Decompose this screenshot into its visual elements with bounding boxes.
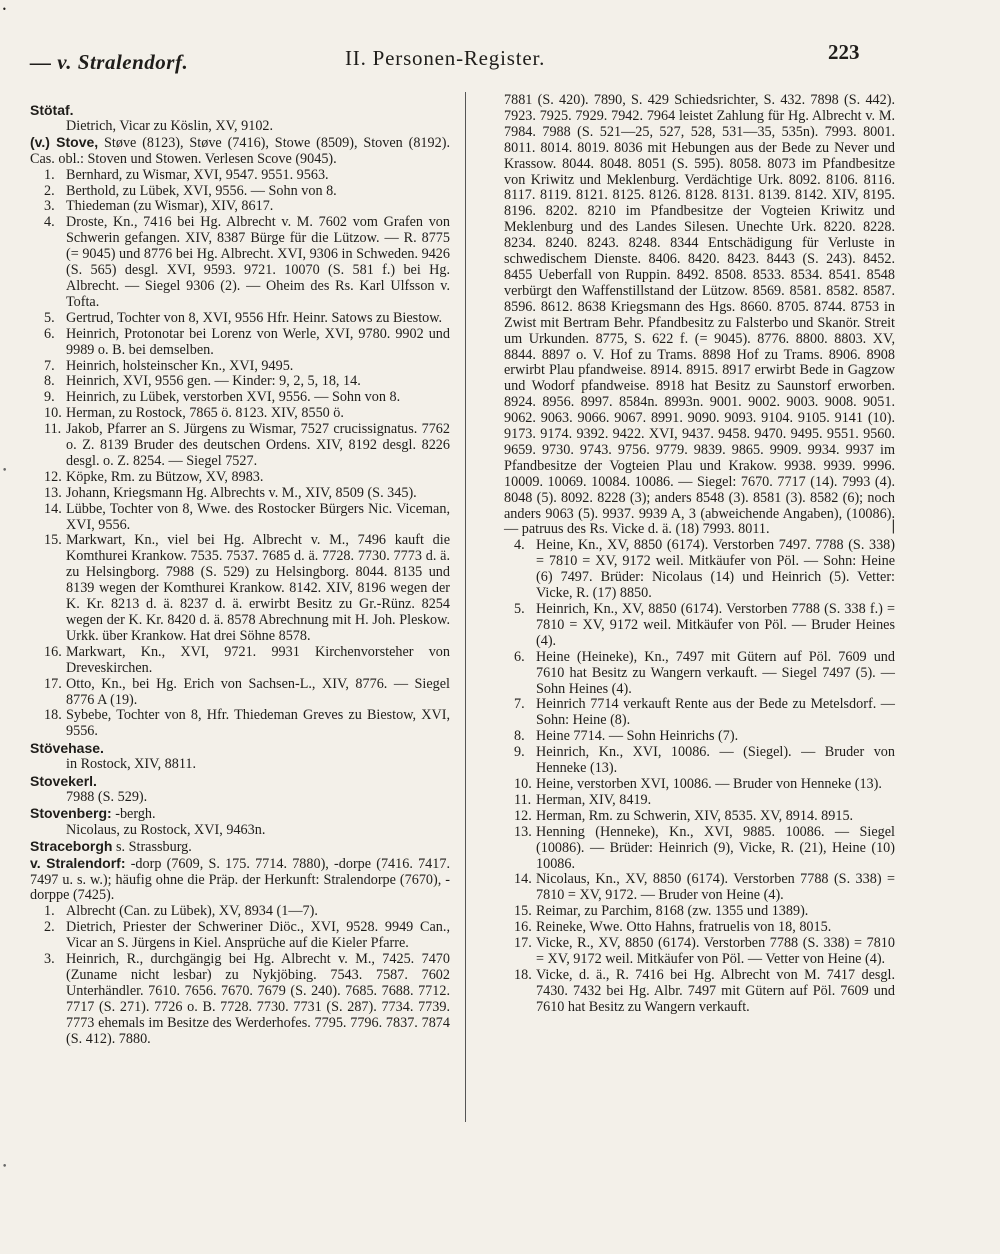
entry-number: 1. <box>44 903 55 920</box>
entry-text: Heine (Heineke), Kn., 7497 mit Gütern auf Pöl. 7609 und 7610 hat Besitz zu Wangern verkauft. — Siegel 7497 (5). — Sohn Heines (4). <box>536 648 895 697</box>
list-item <box>30 470 450 486</box>
list-item <box>30 374 450 390</box>
entry-text: Heinrich, zu Lübek, verstorben XVI, 9556. — Sohn von 8. <box>66 389 401 406</box>
running-head-title: II. Personen-Register. <box>345 46 546 70</box>
entry-head-stovenberg: Stovenberg: <box>30 804 112 821</box>
entry-stove-intro <box>30 135 450 168</box>
list-item <box>30 920 450 952</box>
list-item <box>30 422 450 470</box>
entry-text-stralendorf-intro: -dorp (7609, S. 175. 7714. 7880), -dorpe (7416. 7417. 7497 u. s. w.); häufig ohne die Präp. der Herkunft: Stralendorpe (7670), -dorppe (7425). <box>30 855 450 904</box>
list-item <box>500 936 895 968</box>
entry-number: 4. <box>44 214 55 231</box>
list-item <box>500 538 895 602</box>
entry-number: 8. <box>44 373 55 390</box>
stralendorf-entries <box>30 904 450 1047</box>
entry-number: 7. <box>514 696 525 713</box>
entry-number: 15. <box>44 532 62 549</box>
entry-text: Johann, Kriegsmann Hg. Albrechts v. M., XIV, 8509 (S. 345). <box>66 484 417 501</box>
list-item <box>500 745 895 777</box>
page-speck: • <box>2 5 7 14</box>
entry-text: Heine, Kn., XV, 8850 (6174). Verstorben 7497. 7788 (S. 338) = 7810 = XV, 9172 weil. Mitkäufer von Pöl. — Sohn: Heine (6) 7497. Brüder: Nicolaus (14) und Heinrich (5). Vetter: Vicke, R. (17) 8850. <box>536 537 895 602</box>
entry-text: Otto, Kn., bei Hg. Erich von Sachsen-L., XIV, 8776. — Siegel 8776 A (19). <box>66 675 450 708</box>
entry-number: 17. <box>44 675 62 692</box>
entry-text: Heinrich, R., durchgängig bei Hg. Albrecht v. M., 7425. 7470 (Zuname nicht lesbar) zu Nykjöbing. 7543. 7587. 7602 Unterhändler. 7610. 7656. 7670. 7679 (S. 240). 7685. 7688. 7712. 7717 (S. 271). 7726 o. B. 7728. 7730. 7731 (S. 287). 7734. 7739. 7773 ehemals im Besitze des Werderhofes. 7795. 7796. 7837. 7874 (S. 412). 7880. <box>66 951 450 1047</box>
entry-text-stovehase: in Rostock, XIV, 8811. <box>66 756 197 773</box>
entry-head-stralendorf: v. Stralendorf: <box>30 854 126 871</box>
margin-speck-lower: • <box>2 1162 8 1172</box>
list-item <box>30 359 450 375</box>
entry-text: Jakob, Pfarrer an S. Jürgens zu Wismar, 7527 crucissignatus. 7762 o. Z. 8139 Bruder des deutschen Ordens. XIV, 8192 desgl. 8226 desgl. o. Z. 8254. — Siegel 7527. <box>66 421 450 469</box>
entry-text: Bernhard, zu Wismar, XVI, 9547. 9551. 9563. <box>66 166 329 183</box>
list-item <box>500 729 895 745</box>
entry-number: 3. <box>44 198 55 215</box>
entry-number: 14. <box>44 500 62 517</box>
list-item <box>500 825 895 873</box>
entry-number: 12. <box>514 807 532 824</box>
entry-number: 10. <box>44 405 62 422</box>
list-item <box>500 602 895 650</box>
list-item <box>30 311 450 327</box>
list-item <box>500 904 895 920</box>
list-item <box>30 904 450 920</box>
entry-text: Heine, verstorben XVI, 10086. — Bruder von Henneke (13). <box>536 775 882 792</box>
stralendorf-entries-continued <box>500 538 895 1015</box>
entry-text: Thiedeman (zu Wismar), XIV, 8617. <box>66 198 274 215</box>
entry-number: 14. <box>514 871 532 888</box>
list-item <box>30 502 450 534</box>
entry-number: 5. <box>514 601 525 617</box>
entry-text: Heine 7714. — Sohn Heinrichs (7). <box>536 728 739 745</box>
margin-speck: • <box>2 466 8 476</box>
running-head-left: — v. Stralendorf. <box>30 50 189 74</box>
list-item <box>500 650 895 698</box>
entry-text-straceborgh: s. Strassburg. <box>112 838 192 855</box>
entry-text-stovenberg: Nicolaus, zu Rostock, XVI, 9463n. <box>66 821 266 838</box>
entry-text: Markwart, Kn., XVI, 9721. 9931 Kirchenvorsteher von Dreveskirchen. <box>66 643 450 676</box>
entry-text: Herman, XIV, 8419. <box>536 791 652 808</box>
list-item <box>30 486 450 502</box>
entry-number: 13. <box>514 823 532 840</box>
entry-text: Köpke, Rm. zu Bützow, XV, 8983. <box>66 468 264 485</box>
list-item <box>30 952 450 1047</box>
entry-text: Heinrich, holsteinscher Kn., XVI, 9495. <box>66 357 294 374</box>
list-item <box>30 406 450 422</box>
entry-number: 8. <box>514 728 525 745</box>
list-item <box>30 215 450 310</box>
entry-text: Droste, Kn., 7416 bei Hg. Albrecht v. M. 7602 vom Grafen von Schwerin gefangen. XIV, 8387 Bürge für die Lützow. — R. 8775 (= 9045) und 8776 bei Hg. Albrecht. XVI, 9306 in Schweden. 9426 (S. 565) desgl. XVI, 9593. 9721. 10070 (S. 581 f.) bei Hg. Albrecht. — Siegel 9306 (2). — Oheim des Rs. Karl Ulfsson v. Tofta. <box>66 214 450 310</box>
entry-number: 11. <box>514 791 532 808</box>
list-item <box>30 168 450 184</box>
entry-text-stove-intro: Støve (8123), Støve (7416), Stowe (8509), Stoven (8192). Cas. obl.: Stoven und Stowen. Verlesen Scove (9045). <box>30 134 450 167</box>
entry-text: Nicolaus, Kn., XV, 8850 (6174). Verstorben 7788 (S. 338) = 7810 = XV, 9172. — Bruder von Heine (4). <box>536 871 895 904</box>
entry-number: 12. <box>44 468 62 485</box>
stove-entries <box>30 168 450 741</box>
list-item <box>500 809 895 825</box>
entry-head-stovekerl: Stovekerl. <box>30 773 97 790</box>
list-item <box>30 390 450 406</box>
entry-straceborgh <box>30 839 450 856</box>
entry-text: Heinrich, XVI, 9556 gen. — Kinder: 9, 2, 5, 18, 14. <box>66 373 361 390</box>
page-number: 223 <box>828 40 860 64</box>
entry-number: 7. <box>44 357 55 374</box>
right-column <box>500 93 895 1016</box>
entry-text: Heinrich, Kn., XVI, 10086. — (Siegel). — Bruder von Henneke (13). <box>536 744 895 777</box>
entry-number: 9. <box>514 744 525 761</box>
entry-stovenberg <box>30 806 450 823</box>
entry-text: Vicke, d. ä., R. 7416 bei Hg. Albrecht von M. 7417 desgl. 7430. 7432 bei Hg. Albr. 7497 mit Gütern auf Pöl. 7609 und 7610 hat Besitz zu Wangern verkauft. <box>536 966 895 1015</box>
entry-number: 11. <box>44 421 62 438</box>
list-item <box>500 697 895 729</box>
entry-number: 2. <box>44 919 55 936</box>
entry-head-stovehase: Stövehase. <box>30 740 104 757</box>
entry-head-stotaf: Stötaf. <box>30 102 74 118</box>
entry-number: 3. <box>44 951 55 968</box>
entry-text: Henning (Henneke), Kn., XVI, 9885. 10086. — Siegel (10086). — Brüder: Heinrich (9), Vicke, R. (21), Heine (10) 10086. <box>536 823 895 872</box>
entry-number: 16. <box>514 919 532 936</box>
list-item <box>30 708 450 740</box>
entry-text: Dietrich, Priester der Schweriner Diöc., XVI, 9528. 9949 Can., Vicar an S. Jürgens in Kiel. Ansprüche auf die Kieler Pfarre. <box>66 919 450 952</box>
list-item <box>500 872 895 904</box>
list-item <box>30 645 450 677</box>
list-item <box>30 533 450 644</box>
entry-text: Reineke, Wwe. Otto Hahns, fratruelis von 18, 8015. <box>536 919 832 936</box>
entry-text-stovekerl: 7988 (S. 529). <box>66 788 148 805</box>
entry-text: Sybebe, Tochter von 8, Hfr. Thiedeman Greves zu Biestow, XVI, 9556. <box>66 707 450 740</box>
entry-number: 6. <box>514 648 525 665</box>
list-item <box>500 968 895 1016</box>
list-item <box>500 793 895 809</box>
entry-text: Reimar, zu Parchim, 8168 (zw. 1355 und 1389). <box>536 903 809 920</box>
stralendorf-3-continuation: 7881 (S. 420). 7890, S. 429 Schiedsrichter, S. 432. 7898 (S. 442). 7923. 7925. 7929. 7942. 7964 leistet Zahlung für Hg. Albrecht v. M. 7984. 7988 (S. 521—25, 527, 528, 531—35, 535n). 7993. 8001. 8011. 8014. 8019. 8036 mit Hebungen aus der Bede zu Never und Krassow. 8044. 8048. 8051 (S. 595). 8058. 8073 im Pfandbesitze von Kriwitz und Meklenburg. Verdächtige Urk. 8092. 8106. 8116. 8117. 8119. 8121. 8125. 8126. 8128. 8131. 8139. 8142. XIV, 8195. 8196. 8202. 8210 im Pfandbesitze der Vogteien Kriwitz und Meklenburg und des Landes Silesen. Unechte Urk. 8220. 8228. 8234. 8240. 8243. 8248. 8344 Entschädigung für Verluste in schwedischem Dienste. 8406. 8420. 8423. 8443 (S. 243). 8452. 8455 Ueberfall von Ruppin. 8492. 8508. 8533. 8534. 8541. 8548 verbürgt den Waffenstillstand der Lützow. 8569. 8581. 8582. 8587. 8596. 8612. 8638 Kriegsmann des Hgs. 8660. 8705. 8744. 8753 in Zwist mit Bertram Behr. Pfandbesitz zu Falsterbo und Skanör. Streit um Urkunden. 8775, S. 622 f. (= 9045). 8776. 8800. 8803. XV, 8844. 8897 o. V. Hof zu Trams. 8898 Hof zu Trams. 8906. 8908 erwirbt Plau pfandweise. 8914. 8915. 8917 erwirbt Bede in Gagzow und Wodorf pfandweise. 8918 hat Besitz zu Saunstorf erworben. 8924. 8956. 8997. 8584n. 8993n. 9001. 9002. 9003. 9008. 9051. 9062. 9063. 9066. 9067. 8991. 9090. 9093. 9104. 9105. 9141 (10). 9173. 9174. 9392. 9422. XVI, 9437. 9458. 9470. 9495. 9551. 9560. 9659. 9730. 9743. 9756. 9779. 9839. 9865. 9909. 9934. 9937 im Pfandbesitze der Vogteien Plau und Krakow. 9938. 9939. 9996. 10009. 10069. 10084. 10086. — Siegel: 7670. 7717 (14). 7993 (4). 8048 (5). 8092. 8228 (3); anders 8548 (3). 8581 (3). 8582 (6); noch anders 9063 (5). 9937. 9939 A, 3 (abweichende Angaben), (10086). — patruus des Rs. Vicke d. ä. (18) 7993. 8011. <box>504 92 895 538</box>
margin-tick: | <box>891 518 896 534</box>
entry-number: 10. <box>514 775 532 792</box>
entry-number: 1. <box>44 166 55 183</box>
entry-text: Herman, Rm. zu Schwerin, XIV, 8535. XV, 8914. 8915. <box>536 807 854 824</box>
entry-text: Herman, zu Rostock, 7865 ö. 8123. XIV, 8550 ö. <box>66 405 344 422</box>
entry-number: 18. <box>514 966 532 983</box>
entry-number: 6. <box>44 325 55 342</box>
entry-number: 5. <box>44 309 55 326</box>
entry-head-stove: (v.) Stove, <box>30 133 99 150</box>
list-item <box>30 184 450 200</box>
left-column <box>30 102 450 1047</box>
entry-number: 2. <box>44 182 55 199</box>
entry-number: 9. <box>44 389 55 406</box>
entry-text: Lübbe, Tochter von 8, Wwe. des Rostocker Bürgers Nic. Viceman, XVI, 9556. <box>66 500 450 533</box>
entry-text: Markwart, Kn., viel bei Hg. Albrecht v. M., 7496 kauft die Komthurei Krankow. 7535. 7537. 7685 d. ä. 7728. 7730. 7773 d. ä. zu Helsingborg. 7988 (S. 529) zu Helsingborg. 8044. 8135 und 8139 wegen der Komthurei Krankow. 8142. XIV, 8196 wegen der K. Kr. 8213 d. ä. 8237 d. ä. erwirbt Besitz zu Gr.-Rünz. 8254 wegen der K. Kr. 8420 d. ä. 8578 Abrechnung mit H. Joh. Pleskow. Urkk. über Krankow. Hat drei Söhne 8578. <box>66 532 450 644</box>
entry-text: Heinrich 7714 verkauft Rente aus der Bede zu Metelsdorf. — Sohn: Heine (8). <box>536 696 895 729</box>
entry-text: Gertrud, Tochter von 8, XVI, 9556 Hfr. Heinr. Satows zu Biestow. <box>66 309 443 326</box>
entry-text-stovenberg-intro: -bergh. <box>111 805 156 822</box>
entry-text: Heinrich, Protonotar bei Lorenz von Werle, XVI, 9780. 9902 und 9989 o. B. bei demselben. <box>66 325 450 358</box>
list-item <box>30 327 450 359</box>
list-item <box>30 677 450 709</box>
entry-number: 16. <box>44 643 62 660</box>
entry-number: 15. <box>514 903 532 920</box>
entry-stralendorf-intro <box>30 856 450 905</box>
entry-text: Vicke, R., XV, 8850 (6174). Verstorben 7788 (S. 338) = 7810 = XV, 9172 weil. Mitkäufer von Pöl. — Vetter von Heine (4). <box>536 935 895 967</box>
entry-text-stotaf: Dietrich, Vicar zu Köslin, XV, 9102. <box>66 117 274 134</box>
entry-number: 4. <box>514 537 525 554</box>
list-item <box>500 777 895 793</box>
list-item <box>30 199 450 215</box>
entry-number: 17. <box>514 935 532 952</box>
entry-text: Berthold, zu Lübek, XVI, 9556. — Sohn von 8. <box>66 182 337 199</box>
entry-number: 13. <box>44 484 62 501</box>
column-divider <box>465 92 466 1122</box>
entry-text: Heinrich, Kn., XV, 8850 (6174). Verstorben 7788 (S. 338 f.) = 7810 = XV, 9172 weil. Mitkäufer von Pöl. — Bruder Heines (4). <box>536 601 895 649</box>
entry-head-straceborgh: Straceborgh <box>30 837 113 854</box>
entry-number: 18. <box>44 707 62 724</box>
entry-text: Albrecht (Can. zu Lübek), XV, 8934 (1—7). <box>66 903 318 920</box>
list-item <box>500 920 895 936</box>
